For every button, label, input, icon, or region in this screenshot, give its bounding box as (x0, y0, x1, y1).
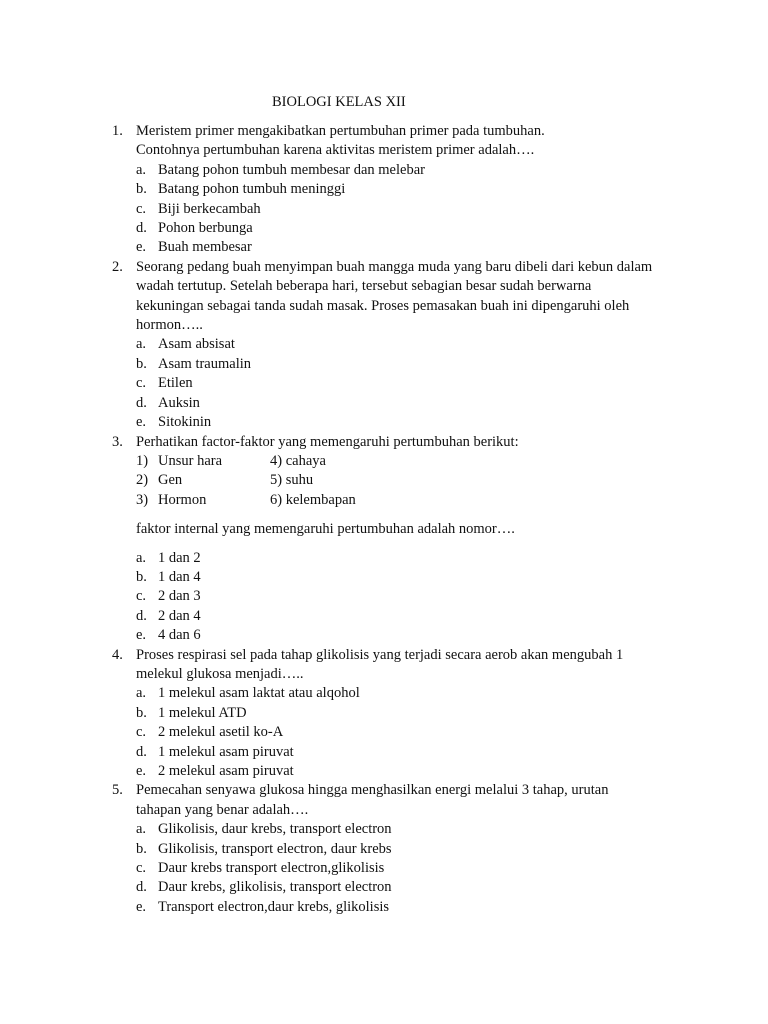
option-text: Etilen (158, 375, 193, 392)
option-text: Batang pohon tumbuh meninggi (158, 181, 346, 198)
option-letter: c. (136, 588, 147, 605)
option-b (136, 355, 712, 374)
option-c (136, 587, 712, 606)
option-letter: e. (136, 239, 147, 256)
option-text: 2 dan 3 (158, 588, 201, 605)
option-e (136, 898, 712, 917)
option-d (136, 607, 712, 626)
question-4 (112, 646, 712, 782)
option-letter: b. (136, 181, 147, 198)
option-letter: c. (136, 860, 147, 877)
option-letter: d. (136, 607, 147, 624)
question-number: 4. (112, 646, 123, 663)
option-letter: a. (136, 161, 147, 178)
option-letter: e. (136, 627, 147, 644)
question-text-line: melekul glukosa menjadi….. (136, 665, 304, 682)
option-letter: d. (136, 220, 147, 237)
question-5 (112, 781, 712, 917)
option-c (136, 723, 712, 742)
option-text: Daur krebs, glikolisis, transport electron (158, 879, 392, 896)
option-text: Glikolisis, transport electron, daur krebs (158, 840, 392, 857)
option-text: 1 melekul asam piruvat (158, 743, 294, 760)
factor-right: 6) kelembapan (270, 491, 356, 508)
option-c (136, 374, 712, 393)
option-text: Daur krebs transport electron,glikolisis (158, 860, 385, 877)
option-letter: e. (136, 898, 147, 915)
option-list (136, 820, 712, 917)
question-number: 2. (112, 258, 123, 275)
option-c (136, 859, 712, 878)
factor-left: Hormon (158, 491, 207, 508)
question-text-line: tahapan yang benar adalah…. (136, 801, 309, 818)
question-text-line: wadah tertutup. Setelah beberapa hari, tersebut sebagian besar sudah berwarna (136, 278, 592, 295)
question-text-line: Meristem primer mengakibatkan pertumbuhan primer pada tumbuhan. (136, 123, 545, 139)
option-text: 2 melekul asam piruvat (158, 763, 294, 779)
option-e (136, 413, 712, 432)
option-d (136, 743, 712, 762)
question-text-line: hormon….. (136, 317, 203, 334)
factor-left: Gen (158, 472, 183, 489)
option-letter: b. (136, 704, 147, 721)
option-text: Transport electron,daur krebs, glikolisis (158, 898, 390, 915)
factor-right: 5) suhu (270, 472, 314, 489)
option-text: Pohon berbunga (158, 220, 253, 237)
question-text-line: Contohnya pertumbuhan karena aktivitas meristem primer adalah…. (136, 142, 535, 159)
factor-number: 3) (136, 491, 149, 508)
option-d (136, 394, 712, 413)
option-letter: a. (136, 336, 147, 353)
option-letter: e. (136, 414, 147, 431)
option-letter: d. (136, 879, 147, 896)
question-number: 3. (112, 433, 123, 450)
option-e (136, 762, 712, 781)
option-b (136, 568, 712, 587)
option-list (136, 684, 712, 781)
option-b (136, 840, 712, 859)
option-text: Glikolisis, daur krebs, transport electron (158, 821, 392, 838)
option-c (136, 200, 712, 219)
option-text: 1 dan 2 (158, 549, 201, 566)
option-letter: a. (136, 821, 147, 838)
question-note: faktor internal yang memengaruhi pertumbuhan adalah nomor…. (136, 521, 515, 538)
factor-list (136, 452, 712, 510)
option-text: 1 melekul ATD (158, 704, 247, 721)
factor-row (136, 452, 712, 471)
question-list (112, 122, 712, 917)
option-b (136, 704, 712, 723)
option-letter: b. (136, 568, 147, 585)
question-2 (112, 258, 712, 433)
option-text: Auksin (158, 394, 200, 411)
question-3 (112, 433, 712, 646)
option-a (136, 549, 712, 568)
option-letter: b. (136, 355, 147, 372)
option-text: Asam absisat (158, 336, 235, 353)
question-number: 1. (112, 123, 123, 139)
option-list (136, 549, 712, 646)
option-text: 2 melekul asetil ko-A (158, 724, 284, 741)
option-b (136, 180, 712, 199)
factor-row (136, 491, 712, 510)
option-letter: c. (136, 724, 147, 741)
option-letter: b. (136, 840, 147, 857)
option-d (136, 878, 712, 897)
question-text-line: Seorang pedang buah menyimpan buah mangga muda yang baru dibeli dari kebun dalam (136, 258, 653, 275)
option-a (136, 684, 712, 703)
option-letter: c. (136, 200, 147, 217)
question-text-line: kekuningan sebagai tanda sudah masak. Proses pemasakan buah ini dipengaruhi oleh (136, 297, 630, 314)
option-d (136, 219, 712, 238)
option-text: Asam traumalin (158, 355, 252, 372)
factor-left: Unsur hara (158, 452, 223, 469)
option-list (136, 161, 712, 258)
question-text-line: Proses respirasi sel pada tahap glikolisis yang terjadi secara aerob akan mengubah 1 (136, 646, 624, 663)
question-text-line: Perhatikan factor-faktor yang memengaruhi pertumbuhan berikut: (136, 433, 519, 450)
option-letter: a. (136, 549, 147, 566)
option-text: Buah membesar (158, 239, 252, 256)
option-text: Sitokinin (158, 414, 212, 431)
option-text: 4 dan 6 (158, 627, 201, 644)
option-list (136, 335, 712, 432)
option-a (136, 820, 712, 839)
factor-number: 2) (136, 472, 149, 489)
option-text: Batang pohon tumbuh membesar dan melebar (158, 161, 425, 178)
option-a (136, 161, 712, 180)
option-a (136, 335, 712, 354)
factor-right: 4) cahaya (270, 452, 326, 469)
option-letter: a. (136, 685, 147, 702)
option-e (136, 238, 712, 257)
page-title: BIOLOGI KELAS XII (272, 94, 406, 110)
option-text: 1 melekul asam laktat atau alqohol (158, 685, 360, 702)
option-e (136, 626, 712, 645)
factor-row (136, 471, 712, 490)
option-text: Biji berkecambah (158, 200, 261, 217)
question-number: 5. (112, 782, 123, 799)
factor-number: 1) (136, 452, 149, 469)
question-1 (112, 122, 712, 258)
option-letter: d. (136, 394, 147, 411)
option-letter: c. (136, 375, 147, 392)
option-letter: e. (136, 763, 147, 779)
option-text: 2 dan 4 (158, 607, 201, 624)
option-letter: d. (136, 743, 147, 760)
option-text: 1 dan 4 (158, 568, 201, 585)
question-text-line: Pemecahan senyawa glukosa hingga menghasilkan energi melalui 3 tahap, urutan (136, 782, 609, 799)
